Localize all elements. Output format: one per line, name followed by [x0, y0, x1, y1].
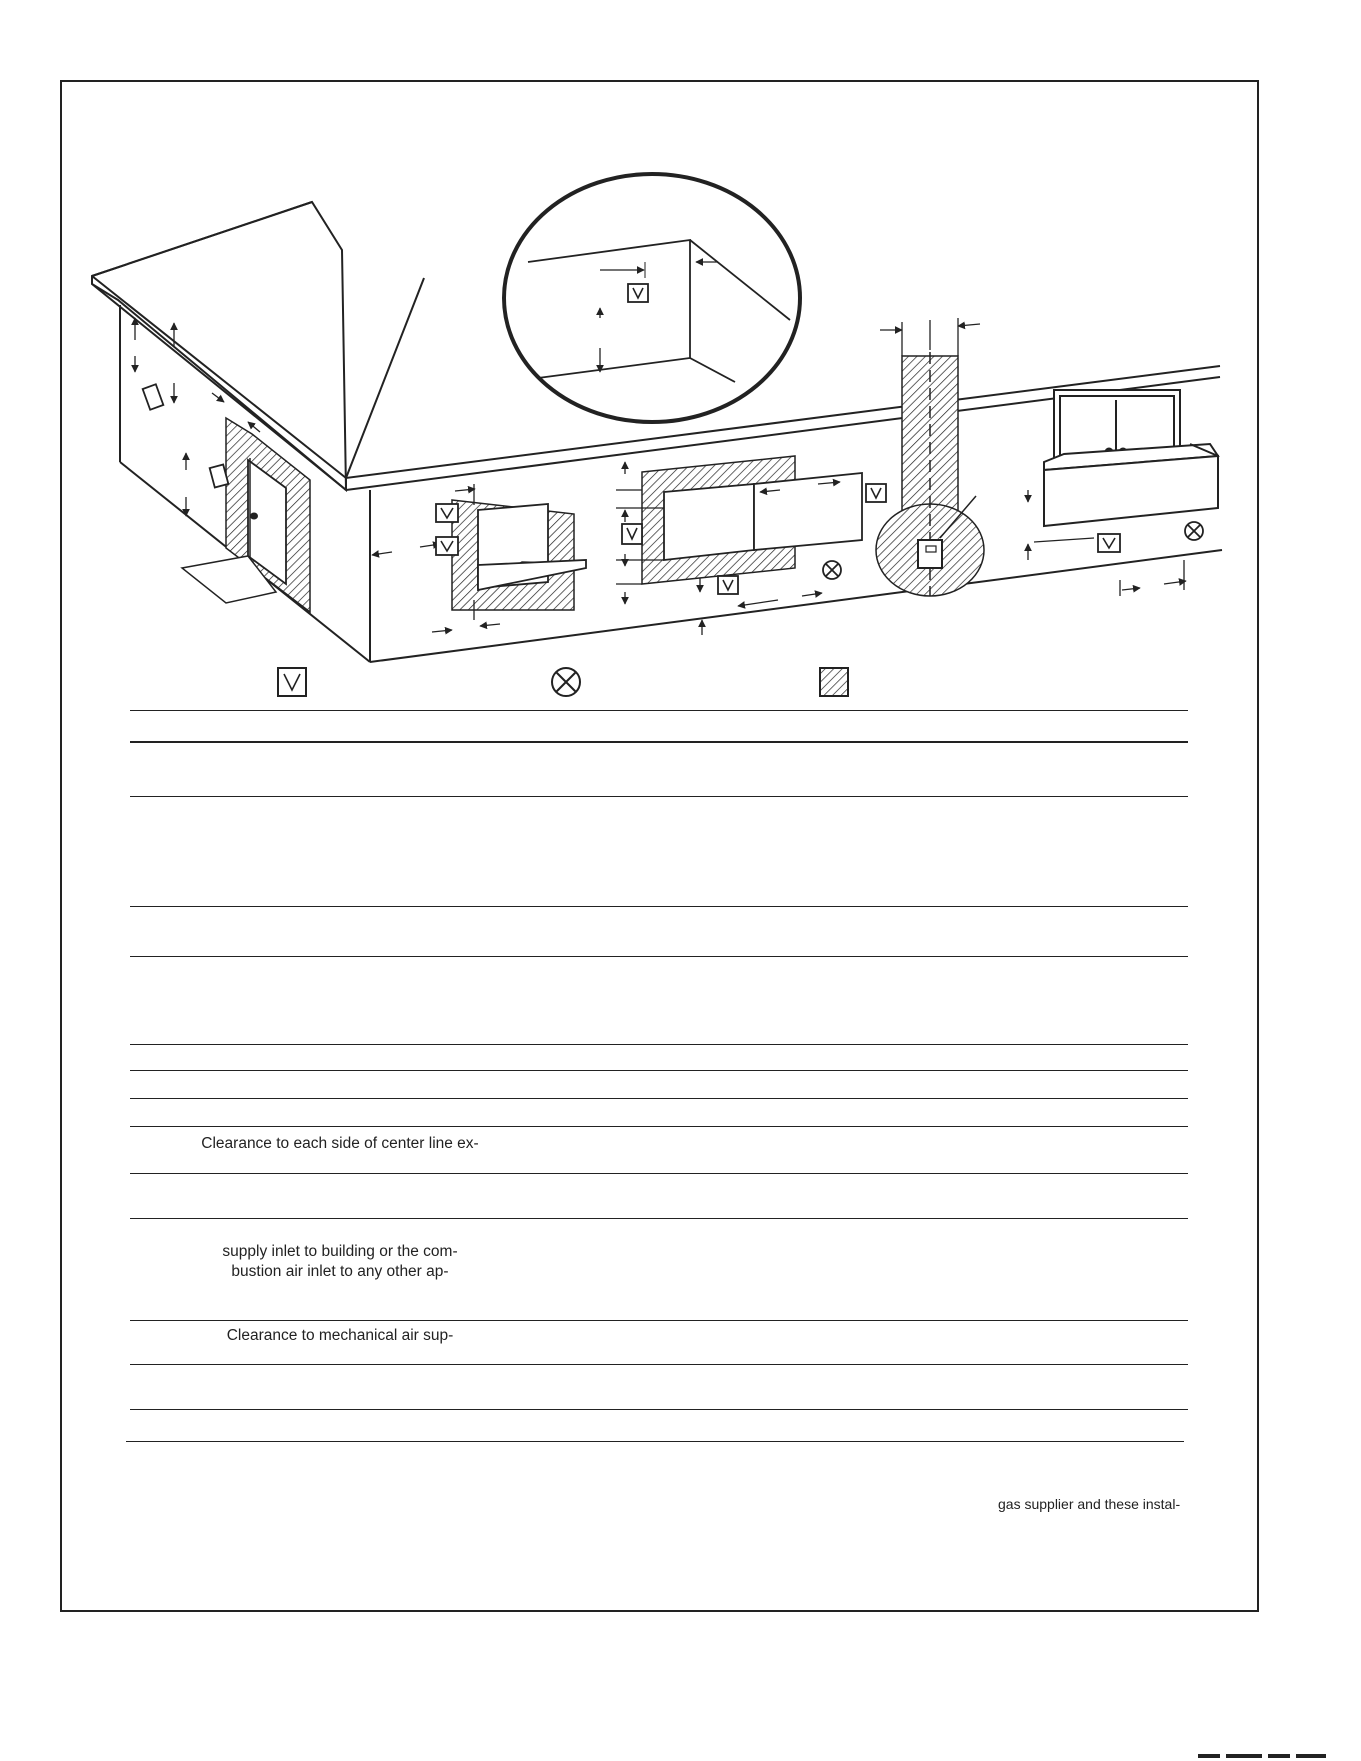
- door-clearance-zone: [182, 418, 310, 612]
- table-row: [130, 1242, 550, 1282]
- detail-inset-circle: [504, 174, 800, 422]
- table-cell-line: Clearance to each side of center line ex-: [201, 1135, 479, 1152]
- chimney-and-meter-zone: [876, 352, 984, 596]
- table-cell-line: bustion air inlet to any other ap-: [231, 1263, 449, 1280]
- table-cell-line: Clearance to mechanical air sup-: [226, 1327, 454, 1344]
- legend-area-not-permitted-icon: [820, 668, 848, 696]
- table-row: [130, 1134, 550, 1154]
- table-row: [130, 1326, 550, 1346]
- footer-marks: [1198, 1754, 1328, 1759]
- footnote-fragment: gas supplier and these instal-: [998, 1496, 1181, 1512]
- deck-with-double-door: [1044, 390, 1218, 526]
- legend: [278, 668, 848, 696]
- legend-air-supply-inlet-icon: [552, 668, 580, 696]
- table-cell-line: supply inlet to building or the com-: [222, 1243, 458, 1260]
- window-clearance-zone: [452, 500, 586, 610]
- legend-vent-terminal-icon: [278, 668, 306, 696]
- vent-clearance-diagram: [0, 0, 1361, 720]
